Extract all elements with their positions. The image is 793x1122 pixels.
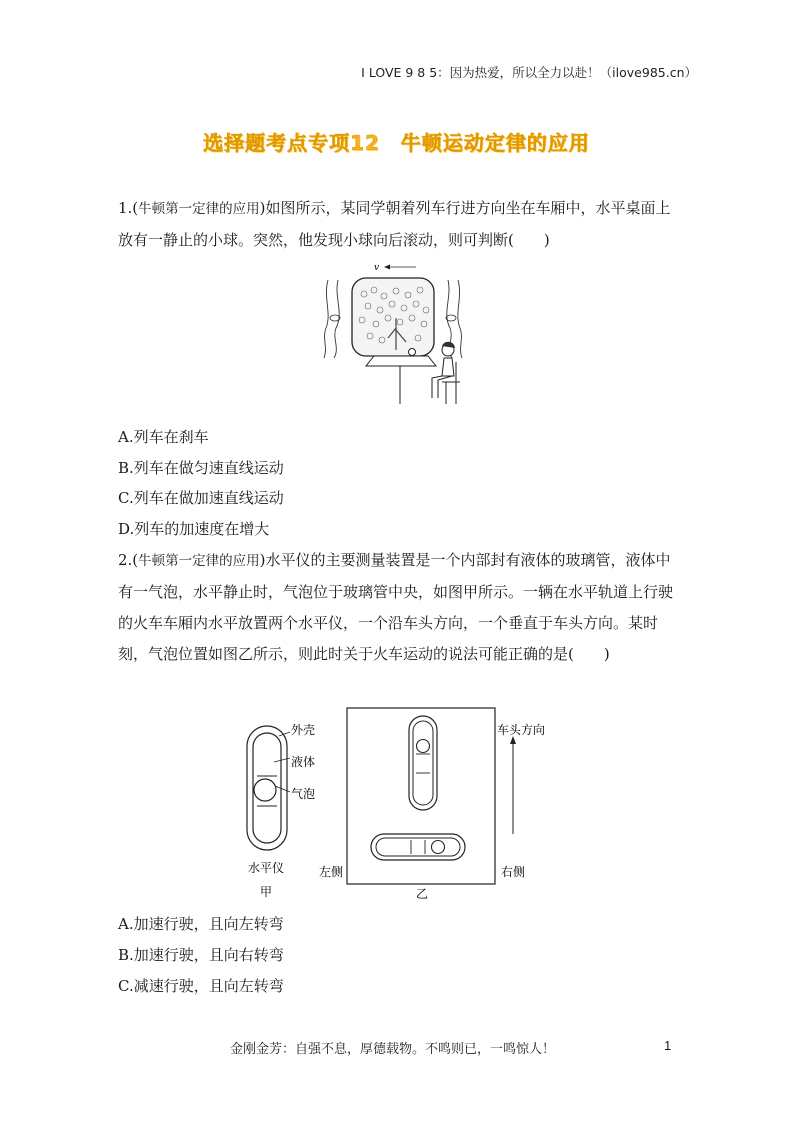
label-yi: 乙 bbox=[416, 887, 429, 901]
table bbox=[366, 356, 436, 366]
question-2-stem: 2.(牛顿第一定律的应用)水平仪的主要测量装置是一个内部封有液体的玻璃管，液体中有一气泡，水平静止时，气泡位于玻璃管中央，如图甲所示。一辆在水平轨道上行驶的火车车厢内水平放置两个水平仪，一个沿车头方向，一个垂直于车头方向。某时刻，气泡位置如图乙所示，则此时关于火车运动的说法可能正确的是( ) bbox=[118, 551, 674, 663]
label-right-side: 右侧 bbox=[501, 865, 526, 879]
train-compartment-illustration bbox=[318, 258, 468, 408]
page-number: 1 bbox=[664, 1038, 672, 1053]
label-left-side: 左侧 bbox=[319, 865, 344, 879]
q1-option-d[interactable]: D.列车的加速度在增大 bbox=[118, 520, 270, 538]
bubble-vertical bbox=[417, 740, 430, 753]
q1-option-c[interactable]: C.列车在做加速直线运动 bbox=[118, 489, 284, 507]
page-title: 选择题考点专项12 牛顿运动定律的应用 bbox=[203, 131, 590, 155]
footer-motto: 金刚金芳：自强不息，厚德载物。不鸣则已，一鸣惊人！ bbox=[230, 1042, 556, 1057]
level-diagram bbox=[240, 706, 560, 902]
ball bbox=[409, 349, 416, 356]
label-liquid: 液体 bbox=[291, 755, 316, 769]
question-2-figure bbox=[240, 706, 560, 906]
right-curtain bbox=[458, 280, 462, 358]
label-head-direction: 车头方向 bbox=[497, 723, 546, 737]
q1-option-a[interactable]: A.列车在刹车 bbox=[118, 428, 209, 446]
label-level: 水平仪 bbox=[248, 861, 285, 875]
velocity-label: v bbox=[374, 263, 380, 273]
level-jia bbox=[247, 723, 315, 850]
bubble-horizontal bbox=[432, 841, 445, 854]
q2-option-c[interactable]: C.减速行驶，且向左转弯 bbox=[118, 977, 284, 995]
question-2-topic: 牛顿第一定律的应用 bbox=[138, 553, 260, 569]
label-bubble: 气泡 bbox=[291, 787, 316, 801]
question-1-figure bbox=[318, 258, 468, 412]
header-note: I LOVE 9 8 5：因为热爱，所以全力以赴！（ilove985.cn） bbox=[361, 65, 697, 80]
bubble bbox=[254, 779, 276, 801]
left-curtain bbox=[324, 280, 328, 358]
q2-option-b[interactable]: B.加速行驶，且向右转弯 bbox=[118, 946, 284, 964]
q2-option-a[interactable]: A.加速行驶，且向左转弯 bbox=[118, 915, 284, 933]
q1-option-b[interactable]: B.列车在做匀速直线运动 bbox=[118, 459, 284, 477]
question-1-topic: 牛顿第一定律的应用 bbox=[138, 201, 260, 217]
label-shell: 外壳 bbox=[291, 723, 316, 737]
question-1-stem: 1.(牛顿第一定律的应用)如图所示，某同学朝着列车行进方向坐在车厢中，水平桌面上放有一静止的小球。突然，他发现小球向后滚动，则可判断( ) bbox=[118, 199, 671, 249]
label-jia: 甲 bbox=[260, 885, 273, 899]
